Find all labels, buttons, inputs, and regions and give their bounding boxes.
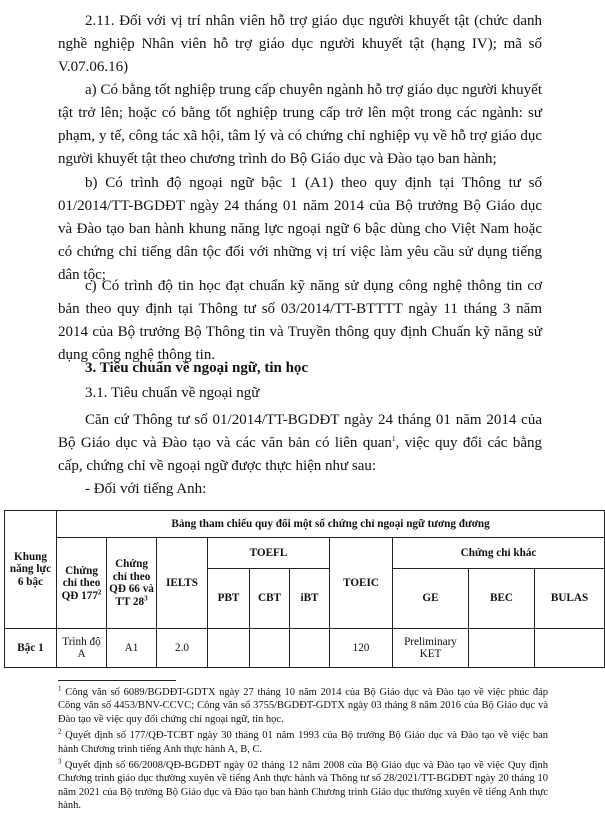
cell-qd66: A1 (107, 629, 157, 668)
cell-level: Bậc 1 (5, 629, 57, 668)
cell-ibt (290, 629, 330, 668)
english-line: - Đối với tiếng Anh: (85, 481, 207, 497)
cell-toeic: 120 (330, 629, 393, 668)
cell-qd177: Trình độ A (57, 629, 107, 668)
header-qd177-label: Chứng chỉ theo QĐ 177 (61, 564, 101, 602)
footnotes (58, 686, 548, 816)
table-row (5, 629, 605, 668)
section-3-paragraph (58, 409, 542, 478)
cell-ielts: 2.0 (157, 629, 208, 668)
footnote-divider (58, 680, 176, 681)
header-bulas: BULAS (535, 568, 605, 629)
header-qd177-sup: 2 (97, 587, 102, 596)
header-bec: BEC (469, 568, 535, 629)
header-qd66-label: Chứng chỉ theo QĐ 66 và TT 28 (109, 558, 154, 608)
section-3-heading-block (58, 357, 542, 380)
header-ielts: IELTS (157, 538, 208, 629)
cell-ge: Preliminary KET (393, 629, 469, 668)
para-text-end: , việc quy đổi các bằng cấp, chứng chỉ về ngoại ngữ được thực hiện như sau: (58, 435, 542, 474)
footnote-2-text: Quyết định số 177/QĐ-TCBT ngày 30 tháng 01 năm 1993 của Bộ trưởng Bộ Giáo dục và Đào tạo về việc ban hành Chương trình tiếng Anh thực hành A, B, C. (58, 730, 549, 755)
header-framework: Khung năng lực 6 bậc (5, 511, 57, 629)
item-b-block (58, 172, 542, 287)
section-2-11-intro: 2.11. Đối với vị trí nhân viên hỗ trợ giáo dục người khuyết tật (chức danh nghề nghiệp Nhân viên hỗ trợ giáo dục người khuyết tật (hạng IV); mã số V.07.06.16) (58, 13, 542, 75)
header-pbt: PBT (208, 568, 250, 629)
footnote-3-number: 3 (58, 757, 62, 766)
footnote-1-text: Công văn số 6089/BGDĐT-GDTX ngày 27 tháng 10 năm 2014 của Bộ Giáo dục và Đào tạo về việc phúc đáp Công văn số 4453/BNV-CCVC; Công văn số 3755/BGDĐT-GDTX ngày 03 tháng 8 năm 2016 của Bộ Giáo dục và Đào tạo về việc quy đổi chứng chỉ ngoại ngữ, tin học. (58, 687, 548, 725)
section-3-1-block (58, 382, 542, 405)
table-header-row-1 (5, 538, 605, 568)
table-title: Bảng tham chiếu quy đổi một số chứng chỉ ngoại ngữ tương đương (57, 511, 605, 538)
header-qd66 (107, 538, 157, 629)
header-qd66-sup: 3 (144, 594, 148, 603)
para-text-start: Căn cứ Thông tư số 01/2014/TT-BGDĐT ngày 24 tháng 01 năm 2014 của Bộ Giáo dục và Đào tạo và các văn bản có liên quan (58, 412, 542, 451)
equivalence-table (4, 510, 605, 668)
cell-bec (469, 629, 535, 668)
footnote-2 (58, 729, 548, 756)
item-a-block (58, 79, 542, 171)
footnote-3-text: Quyết định số 66/2008/QĐ-BGDĐT ngày 02 tháng 12 năm 2008 của Bộ Giáo dục và Đào tạo về việc Quy định Chương trình giáo dục thường xuyên về tiếng Anh thực hành và Thông tư số 28/2021/TT-BGDĐT ngày 20 tháng 10 năm 2021 của Bộ trưởng Bộ Giáo dục và Đào tạo ban hành Chương trình Giáo dục thường xuyên về tiếng Anh thực hành. (58, 760, 549, 812)
header-ibt: iBT (290, 568, 330, 629)
section-3-1-heading: 3.1. Tiêu chuẩn về ngoại ngữ (85, 385, 260, 401)
footnote-2-number: 2 (58, 727, 62, 736)
section-3-heading: 3. Tiêu chuẩn về ngoại ngữ, tin học (85, 360, 309, 376)
header-toeic: TOEIC (330, 538, 393, 629)
footnote-1-number: 1 (58, 684, 62, 693)
item-a: a) Có bằng tốt nghiệp trung cấp chuyên ngành hỗ trợ giáo dục người khuyết tật trở lên; hoặc có bằng tốt nghiệp trung cấp trở lên một trong các ngành: sư phạm, y tế, công tác xã hội, tâm lý và có chứng chỉ nghiệp vụ về hỗ trợ giáo dục người khuyết tật theo chương trình do Bộ Giáo dục và Đào tạo ban hành; (58, 82, 542, 167)
header-toefl: TOEFL (208, 538, 330, 568)
table-title-row (5, 511, 605, 538)
item-b: b) Có trình độ ngoại ngữ bậc 1 (A1) theo quy định tại Thông tư số 01/2014/TT-BGDĐT ngày 24 tháng 01 năm 2014 của Bộ trưởng Bộ Giáo dục và Đào tạo ban hành khung năng lực ngoại ngữ 6 bậc dùng cho Việt Nam hoặc có chứng chỉ tiếng dân tộc đối với những vị trí việc làm yêu cầu sử dụng tiếng dân tộc; (58, 175, 542, 283)
header-other: Chứng chỉ khác (393, 538, 605, 568)
item-c: c) Có trình độ tin học đạt chuẩn kỹ năng sử dụng công nghệ thông tin cơ bản theo quy định tại Thông tư số 03/2014/TT-BTTTT ngày 11 tháng 3 năm 2014 của Bộ trưởng Bộ Thông tin và Truyền thông quy định Chuẩn kỹ năng sử dụng công nghệ thông tin. (58, 278, 542, 363)
section-2-11 (58, 10, 542, 79)
footnote-ref-1[interactable]: 1 (391, 435, 396, 443)
english-line-block (58, 478, 542, 501)
cell-pbt (208, 629, 250, 668)
cell-bulas (535, 629, 605, 668)
header-qd177 (57, 538, 107, 629)
item-c-block (58, 275, 542, 367)
footnote-1 (58, 686, 548, 726)
header-cbt: CBT (250, 568, 290, 629)
cell-cbt (250, 629, 290, 668)
header-ge: GE (393, 568, 469, 629)
footnote-3 (58, 759, 548, 813)
